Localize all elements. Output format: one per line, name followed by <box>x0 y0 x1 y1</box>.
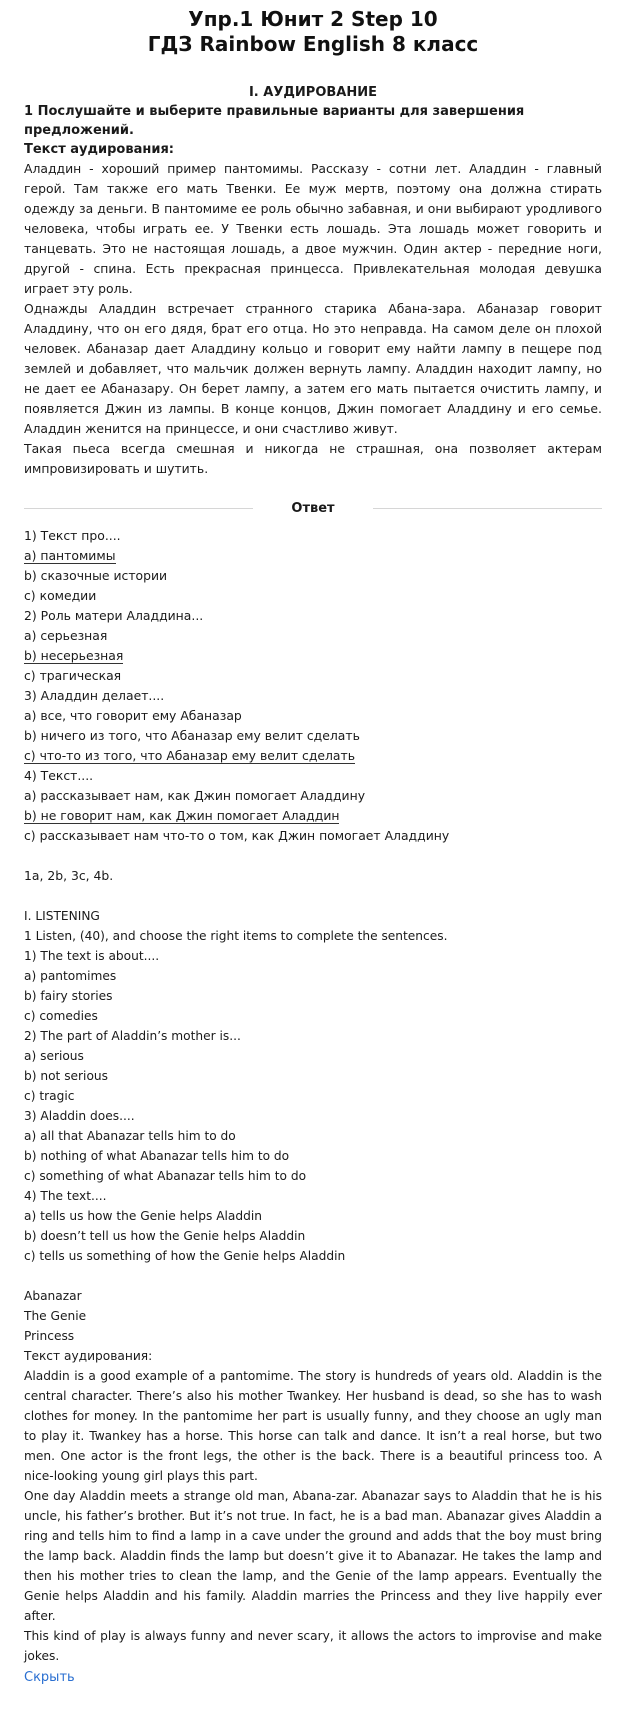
ru-paragraph: Однажды Аладдин встречает странного старика Абана-зара. Абаназар говорит Аладдину, что он его дядя, брат его отца. Но это неправда. На самом деле он плохой человек. Абаназар дает Аладдину кольцо и говорит ему найти лампу в пещере под землей и добавляет, что мальчик должен вернуть лампу. Аладдин находит лампу, но не дает ее Абаназару. Он берет лампу, а затем его мать пытается очистить лампу, и появляется Джин из лампы. В конце концов, Джин помогает Аладдину и его семье. Аладдин женится на принцессе, и они счастливо живут. <box>24 301 602 436</box>
answer-label: Ответ <box>291 501 335 516</box>
answer-line-text: c) что-то из того, что Абаназар ему велит сделать <box>24 748 356 763</box>
title-line-2: ГДЗ Rainbow English 8 класс <box>147 32 479 56</box>
en-paragraph: One day Aladdin meets a strange old man, Abana-zar. Abanazar says to Aladdin that he is his uncle, his father’s brother. But it’s not true. In fact, he is a bad man. Abanazar gives Aladdin a ring and tells him to find a lamp in a cave under the ground and adds that the boy must bring the lamp back. Aladdin finds the lamp but doesn’t give it to Abanazar. He takes the lamp and then his mother tries to clean the lamp, and the Genie of the lamp appears. Eventually the Genie helps Aladdin and his family. Aladdin marries the Princess and they live happily ever after. <box>24 1489 602 1623</box>
answer-line <box>24 826 602 846</box>
answer-line <box>24 586 602 606</box>
answer-line-text: b) ничего из того, что Абаназар ему велит сделать <box>24 728 360 743</box>
answer-option-selected <box>24 806 602 826</box>
ru-section-title: I. АУДИРОВАНИЕ <box>248 85 378 100</box>
en-line: b) nothing of what Abanazar tells him to do <box>24 1149 290 1163</box>
answer-line-text: 3) Аладдин делает.... <box>24 688 165 703</box>
answer-line <box>24 786 602 806</box>
answer-option-selected <box>24 646 602 666</box>
answer-line <box>24 686 602 706</box>
en-line: a) tells us how the Genie helps Aladdin <box>24 1209 262 1223</box>
answer-line-text: 4) Текст.... <box>24 768 94 783</box>
en-line: 1 Listen, (40), and choose the right items to complete the sentences. <box>24 929 448 943</box>
answer-line-text: a) серьезная <box>24 628 108 643</box>
en-paragraph: Aladdin is a good example of a pantomime. The story is hundreds of years old. Aladdin is the central character. There’s also his mother Twankey. Her husband is dead, so she has to wash clothes for money. In the pantomime her part is usually funny, and they choose an ugly man to play it. Twankey has a horse. This horse can talk and dance. It isn’t a real horse, but two men. One actor is the front legs, the other is the back. There is a beautiful princess too. A nice-looking young girl plays this part. <box>24 1369 602 1483</box>
hide-link[interactable]: Скрыть <box>24 1670 75 1685</box>
en-name: The Genie <box>24 1309 87 1323</box>
page-title <box>24 0 602 57</box>
en-line: b) fairy stories <box>24 989 113 1003</box>
answer-line-text: b) несерьезная <box>24 648 124 663</box>
en-line: c) tells us something of how the Genie helps Aladdin <box>24 1249 346 1263</box>
ru-text-label: Текст аудирования: <box>24 142 175 157</box>
answer-line <box>24 726 602 746</box>
title-line-1: Упр.1 Юнит 2 Step 10 <box>188 7 438 31</box>
answer-line-text: c) трагическая <box>24 668 122 683</box>
answer-line-text: a) рассказывает нам, как Джин помогает Аладдину <box>24 788 366 803</box>
answer-line <box>24 706 602 726</box>
ru-paragraph: Такая пьеса всегда смешная и никогда не страшная, она позволяет актерам импровизировать и шутить. <box>24 441 602 476</box>
answer-line-text: c) рассказывает нам что-то о том, как Джин помогает Аладдину <box>24 828 450 843</box>
answer-line-text: b) сказочные истории <box>24 568 168 583</box>
en-text-label: Текст аудирования: <box>24 1349 153 1363</box>
en-paragraph: This kind of play is always funny and never scary, it allows the actors to improvise and make jokes. <box>24 1629 602 1663</box>
divider-line-left <box>24 508 253 509</box>
en-line: b) doesn’t tell us how the Genie helps Aladdin <box>24 1229 306 1243</box>
answer-line-text: c) комедии <box>24 588 97 603</box>
en-line: 4) The text.... <box>24 1189 107 1203</box>
answer-option-selected <box>24 546 602 566</box>
answer-option-selected <box>24 746 602 766</box>
answer-line-text: a) все, что говорит ему Абаназар <box>24 708 242 723</box>
en-line: a) pantomimes <box>24 969 117 983</box>
answer-line <box>24 626 602 646</box>
en-name: Princess <box>24 1329 75 1343</box>
answer-line <box>24 766 602 786</box>
en-line: 1) The text is about.... <box>24 949 160 963</box>
en-line: a) serious <box>24 1049 84 1063</box>
ru-paragraph: Аладдин - хороший пример пантомимы. Рассказу - сотни лет. Аладдин - главный герой. Там также его мать Твенки. Ее муж мертв, поэтому она должна стирать одежду за деньги. В пантомиме ее роль обычно забавная, и они выбирают уродливого человека, чтобы играть ее. У Твенки есть лошадь. Эта лошадь может говорить и танцевать. Это не настоящая лошадь, а двое мужчин. Один актер - передние ноги, другой - спина. Есть прекрасная принцесса. Привлекательная молодая девушка играет эту роль. <box>24 161 602 296</box>
en-line: a) all that Abanazar tells him to do <box>24 1129 236 1143</box>
en-line: b) not serious <box>24 1069 108 1083</box>
answer-line <box>24 566 602 586</box>
answer-summary: 1a, 2b, 3c, 4b. <box>24 868 114 883</box>
en-section-title: I. LISTENING <box>24 909 100 923</box>
en-line: c) comedies <box>24 1009 98 1023</box>
ru-task-instruction: 1 Послушайте и выберите правильные варианты для завершения предложений. <box>24 104 525 138</box>
divider-line-right <box>373 508 602 509</box>
en-name: Abanazar <box>24 1289 82 1303</box>
answer-divider <box>24 501 602 516</box>
en-names-list <box>24 1286 602 1346</box>
answer-line <box>24 526 602 546</box>
answer-line-text: b) не говорит нам, как Джин помогает Аладдин <box>24 808 340 823</box>
en-question-list <box>24 926 602 1266</box>
answer-line <box>24 666 602 686</box>
en-line: c) tragic <box>24 1089 75 1103</box>
en-line: c) something of what Abanazar tells him to do <box>24 1169 307 1183</box>
en-line: 2) The part of Aladdin’s mother is... <box>24 1029 241 1043</box>
answer-line-text: 2) Роль матери Аладдина... <box>24 608 204 623</box>
answer-list-ru <box>24 526 602 846</box>
answer-line <box>24 606 602 626</box>
answer-line-text: 1) Текст про.... <box>24 528 121 543</box>
answer-line-text: a) пантомимы <box>24 548 116 563</box>
en-line: 3) Aladdin does.... <box>24 1109 135 1123</box>
